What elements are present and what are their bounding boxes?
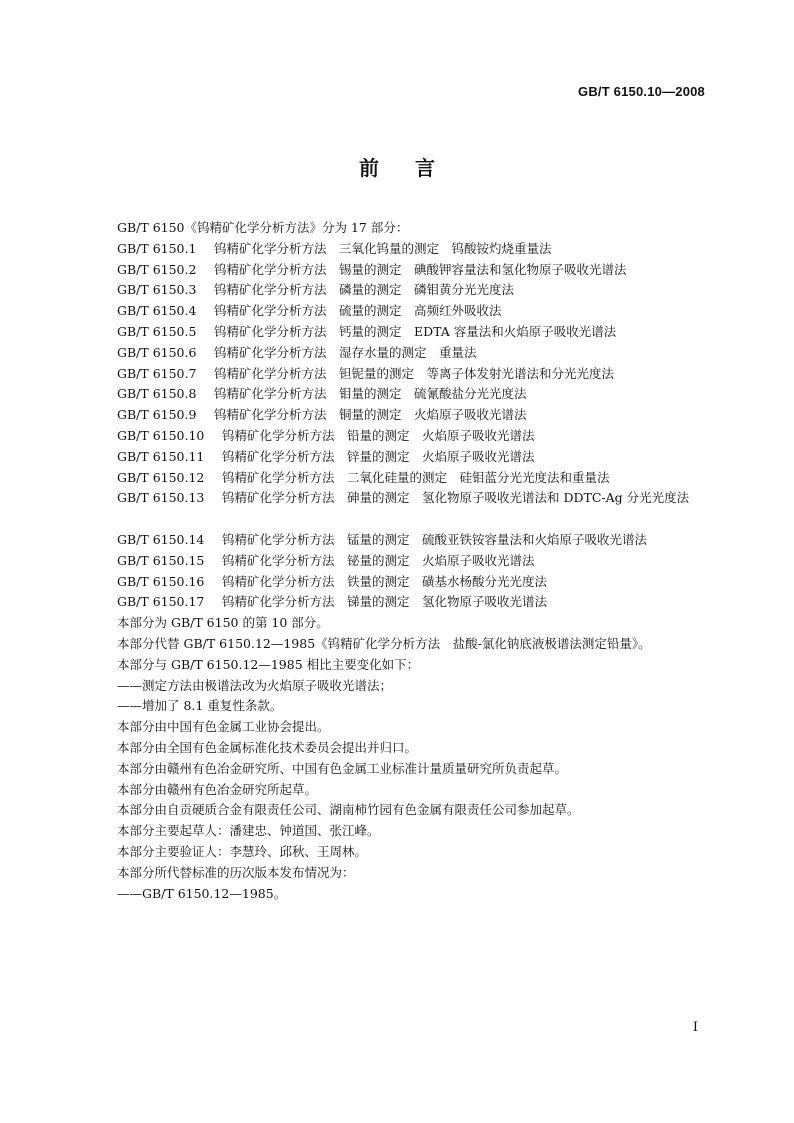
part-code: GB/T 6150.2 bbox=[117, 261, 197, 277]
statement-line: 本部分主要起草人：潘建忠、钟道国、张江峰。 bbox=[117, 823, 380, 839]
part-title: 钨精矿化学分析方法 三氧化钨量的测定 钨酸铵灼烧重量法 bbox=[214, 240, 552, 256]
part-item bbox=[117, 364, 717, 385]
part-code: GB/T 6150.4 bbox=[117, 303, 197, 319]
part-item bbox=[117, 322, 717, 343]
part-code: GB/T 6150.16 bbox=[117, 573, 205, 589]
standard-code: GB/T 6150.10—2008 bbox=[578, 84, 705, 99]
part-item bbox=[117, 260, 717, 281]
part-title: 钨精矿化学分析方法 硫量的测定 高频红外吸收法 bbox=[214, 303, 502, 319]
part-title: 钨精矿化学分析方法 锡量的测定 碘酸钾容量法和氢化物原子吸收光谱法 bbox=[214, 261, 627, 277]
part-title: 钨精矿化学分析方法 铋量的测定 火焰原子吸收光谱法 bbox=[222, 552, 535, 568]
part-code: GB/T 6150.9 bbox=[117, 407, 197, 423]
part-title: 钨精矿化学分析方法 铅量的测定 火焰原子吸收光谱法 bbox=[222, 427, 535, 443]
statement-line: 本部分所代替标准的历次版本发布情况为： bbox=[117, 864, 355, 880]
part-code: GB/T 6150.11 bbox=[117, 448, 205, 464]
part-title: 钨精矿化学分析方法 二氧化硅量的测定 硅钼蓝分光光度法和重量法 bbox=[222, 469, 610, 485]
part-code: GB/T 6150.1 bbox=[117, 240, 197, 256]
parts-list bbox=[117, 239, 717, 613]
part-title: 钨精矿化学分析方法 湿存水量的测定 重量法 bbox=[214, 344, 477, 360]
statement-line: ——增加了 8.1 重复性条款。 bbox=[117, 698, 283, 714]
part-title: 钨精矿化学分析方法 磷量的测定 磷钼黄分光光度法 bbox=[214, 282, 515, 298]
part-title: 钨精矿化学分析方法 钼量的测定 硫氰酸盐分光光度法 bbox=[214, 386, 527, 402]
statement-line: 本部分由中国有色金属工业协会提出。 bbox=[117, 719, 330, 735]
part-title: 钨精矿化学分析方法 锑量的测定 氢化物原子吸收光谱法 bbox=[222, 594, 548, 610]
statement-line: 本部分由全国有色金属标准化技术委员会提出并归口。 bbox=[117, 739, 418, 755]
statement-line: 本部分主要验证人：李慧玲、邱秋、王周林。 bbox=[117, 843, 368, 859]
statement-line: 本部分为 GB/T 6150 的第 10 部分。 bbox=[117, 615, 329, 631]
part-item bbox=[117, 572, 717, 593]
part-item bbox=[117, 239, 717, 260]
part-code: GB/T 6150.14 bbox=[117, 531, 205, 547]
part-code: GB/T 6150.8 bbox=[117, 386, 197, 402]
part-title: 钨精矿化学分析方法 铁量的测定 磺基水杨酸分光光度法 bbox=[222, 573, 548, 589]
part-code: GB/T 6150.5 bbox=[117, 323, 197, 339]
part-item bbox=[117, 301, 717, 322]
part-title: 钨精矿化学分析方法 砷量的测定 氢化物原子吸收光谱法和 DDTC-Ag 分光光度法 bbox=[222, 490, 690, 506]
part-title: 钨精矿化学分析方法 锌量的测定 火焰原子吸收光谱法 bbox=[222, 448, 535, 464]
part-item bbox=[117, 343, 717, 364]
part-item bbox=[117, 426, 717, 447]
part-item bbox=[117, 468, 717, 489]
part-title: 钨精矿化学分析方法 铜量的测定 火焰原子吸收光谱法 bbox=[214, 407, 527, 423]
statement-line: 本部分与 GB/T 6150.12—1985 相比主要变化如下： bbox=[117, 656, 420, 672]
page-title: 前言 bbox=[359, 156, 471, 180]
statement-line: ——测定方法由极谱法改为火焰原子吸收光谱法； bbox=[117, 677, 393, 693]
part-code: GB/T 6150.3 bbox=[117, 282, 197, 298]
part-code: GB/T 6150.15 bbox=[117, 552, 205, 568]
part-title: 钨精矿化学分析方法 钙量的测定 EDTA 容量法和火焰原子吸收光谱法 bbox=[214, 323, 617, 339]
page-number: I bbox=[692, 1020, 698, 1035]
part-code: GB/T 6150.13 bbox=[117, 490, 205, 506]
intro-line: GB/T 6150《钨精矿化学分析方法》分为 17 部分： bbox=[117, 220, 409, 235]
part-item bbox=[117, 447, 717, 468]
statement-line: 本部分代替 GB/T 6150.12—1985《钨精矿化学分析方法 盐酸-氯化钠底液极谱法测定铅量》。 bbox=[117, 635, 651, 651]
part-item bbox=[117, 488, 717, 530]
foreword-body bbox=[117, 218, 717, 904]
part-code: GB/T 6150.17 bbox=[117, 594, 205, 610]
statement-line: ——GB/T 6150.12—1985。 bbox=[117, 885, 287, 901]
part-code: GB/T 6150.6 bbox=[117, 344, 197, 360]
statement-line: 本部分由赣州有色冶金研究所、中国有色金属工业标准计量质量研究所负责起草。 bbox=[117, 760, 568, 776]
part-title: 钨精矿化学分析方法 锰量的测定 硫酸亚铁铵容量法和火焰原子吸收光谱法 bbox=[222, 531, 648, 547]
statement-line: 本部分由自贡硬质合金有限责任公司、湖南柿竹园有色金属有限责任公司参加起草。 bbox=[117, 802, 580, 818]
part-item bbox=[117, 405, 717, 426]
part-code: GB/T 6150.12 bbox=[117, 469, 205, 485]
part-code: GB/T 6150.7 bbox=[117, 365, 197, 381]
statement-line: 本部分由赣州有色冶金研究所起草。 bbox=[117, 781, 318, 797]
part-item bbox=[117, 551, 717, 572]
part-item bbox=[117, 530, 717, 551]
part-title: 钨精矿化学分析方法 钽铌量的测定 等离子体发射光谱法和分光光度法 bbox=[214, 365, 615, 381]
part-item bbox=[117, 384, 717, 405]
statements-list bbox=[117, 613, 717, 904]
part-item bbox=[117, 592, 717, 613]
part-item bbox=[117, 280, 717, 301]
part-code: GB/T 6150.10 bbox=[117, 427, 205, 443]
